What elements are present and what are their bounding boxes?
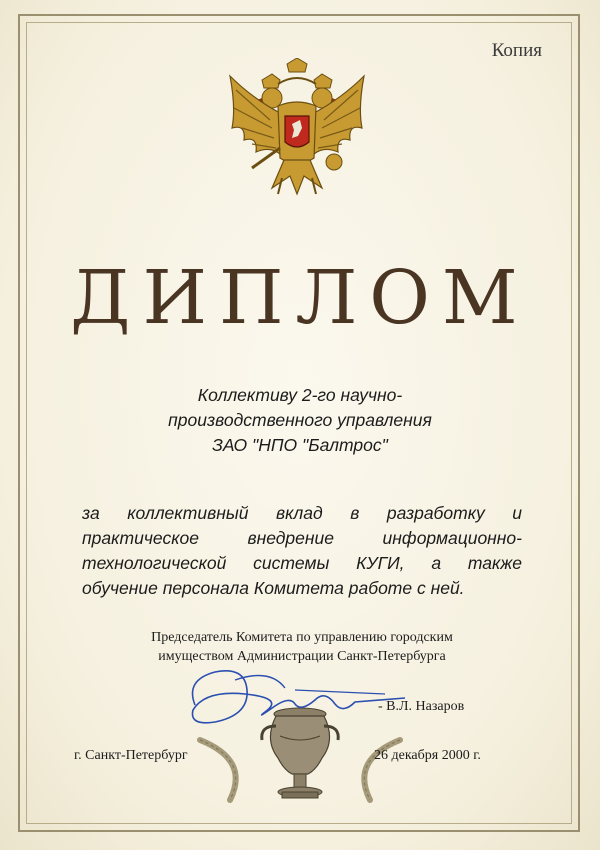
reason-line: практическое внедрение информационно- bbox=[82, 528, 522, 548]
copy-stamp: Копия bbox=[491, 40, 542, 61]
recipient-line: Коллективу 2-го научно- bbox=[197, 385, 403, 405]
reason-line: обучение персонала Комитета работе с ней. bbox=[82, 578, 465, 598]
reason-line: технологической системы КУГИ, а также bbox=[82, 553, 522, 573]
issue-date: 26 декабря 2000 г. bbox=[374, 748, 481, 763]
chairman-title-line: имуществом Администрации Санкт-Петербурга bbox=[158, 649, 446, 664]
recipient-line: ЗАО "НПО "Балтрос" bbox=[212, 435, 388, 455]
city: г. Санкт-Петербург bbox=[74, 748, 188, 763]
award-reason bbox=[82, 501, 522, 601]
recipient-line: производственного управления bbox=[168, 410, 432, 430]
reason-line: за коллективный вклад в разработку и bbox=[82, 503, 522, 523]
diploma-title: ДИПЛОМ bbox=[70, 255, 530, 341]
recipient-block bbox=[100, 383, 500, 458]
double-headed-eagle-icon bbox=[222, 58, 372, 208]
signatory-name: - В.Л. Назаров bbox=[378, 699, 465, 714]
chairman-title-line: Председатель Комитета по управлению городским bbox=[151, 630, 453, 645]
